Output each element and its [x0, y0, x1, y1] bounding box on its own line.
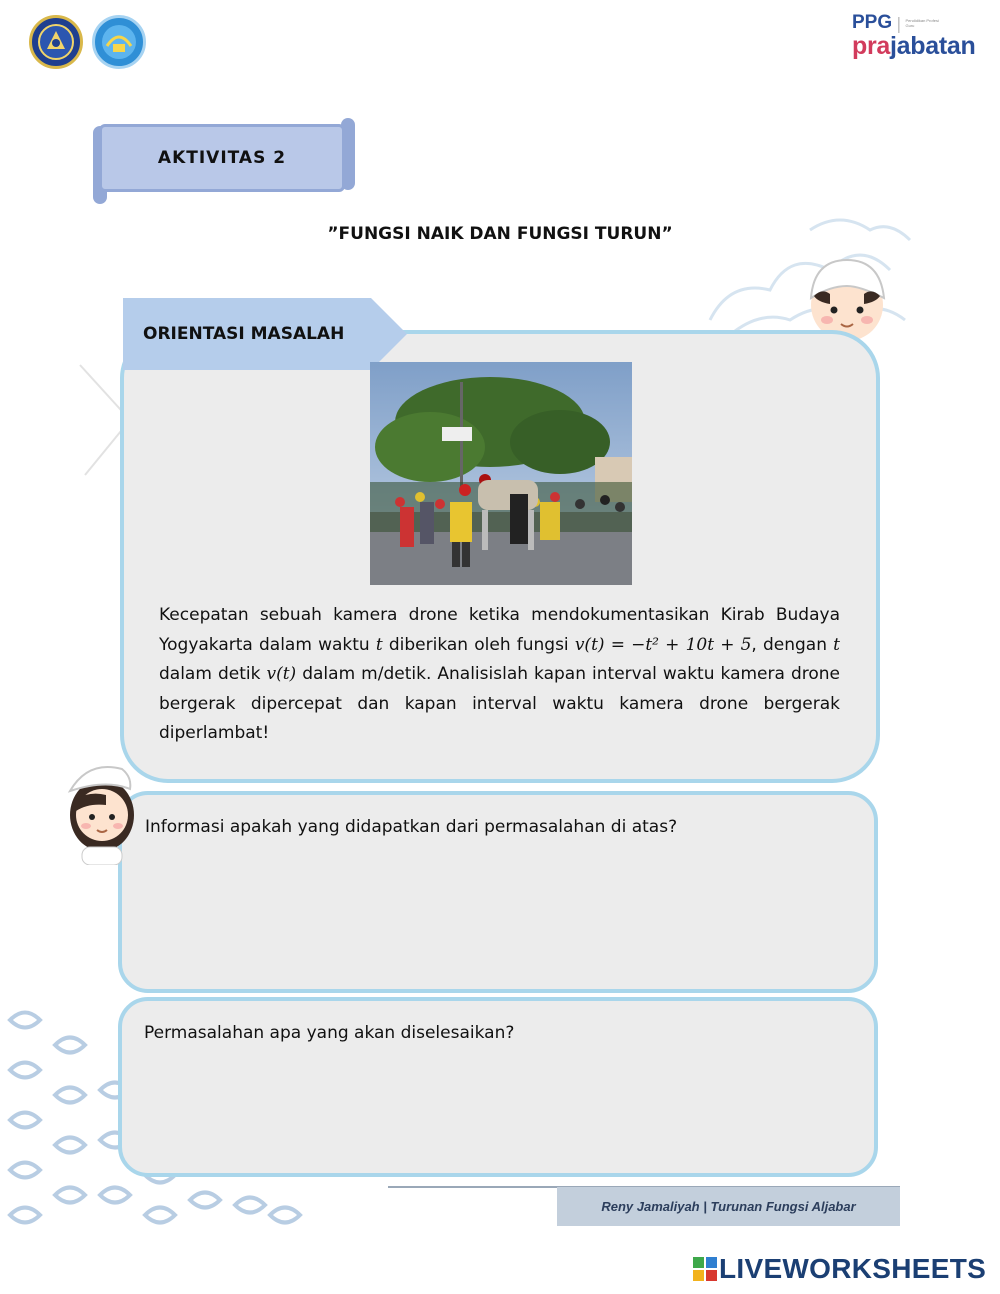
- question-1-text: Informasi apakah yang didapatkan dari permasalahan di atas?: [145, 817, 678, 837]
- question-2-answer-input[interactable]: [144, 1057, 856, 1161]
- problem-text-1: Kecepatan sebuah kamera drone ketika mendokumentasikan Kirab Budaya Yogyakarta dalam waktu: [159, 605, 840, 655]
- problem-text-4: dalam detik: [159, 664, 267, 684]
- question-2-text: Permasalahan apa yang akan diselesaikan?: [144, 1023, 515, 1043]
- ppg-prajabatan-logo: [852, 12, 982, 64]
- var-t: t: [375, 634, 383, 655]
- liveworksheets-brand: [693, 1253, 986, 1285]
- ppg-separator: |: [896, 13, 902, 33]
- tut-wuri-handayani-icon: [99, 22, 139, 62]
- kemdikbud-logo: [92, 15, 146, 69]
- activity-banner: [93, 118, 357, 204]
- velocity-function: v(t) = −t² + 10t + 5: [574, 634, 752, 655]
- liveworksheets-text: LIVEWORKSHEETS: [719, 1253, 987, 1284]
- university-emblem-icon: [36, 22, 76, 62]
- problem-text-5: dalam m/detik. Analisislah kapan interval waktu kamera drone bergerak dipercepat dan kapan interval waktu kamera drone bergerak diperlambat!: [159, 664, 841, 743]
- activity-label: AKTIVITAS 2: [99, 124, 345, 192]
- orientation-tab-label: ORIENTASI MASALAH: [123, 298, 371, 370]
- problem-statement: [159, 601, 840, 749]
- orientation-tab-arrow: [371, 298, 407, 370]
- problem-text-2: diberikan oleh fungsi: [382, 634, 575, 655]
- ppg-small-text: Pendidikan Profesi Guru: [905, 18, 939, 28]
- question-1-answer-input[interactable]: [144, 851, 856, 975]
- footer-bar: Reny Jamaliyah | Turunan Fungsi Aljabar: [557, 1187, 900, 1226]
- university-logo: [29, 15, 83, 69]
- question-panel-1: [118, 791, 878, 993]
- girl-character-icon: [60, 755, 140, 865]
- orientation-tab: [123, 298, 459, 370]
- activity-title: ”FUNGSI NAIK DAN FUNGSI TURUN”: [327, 224, 673, 244]
- question-panel-2: [118, 997, 878, 1177]
- festival-photo: [370, 362, 632, 585]
- problem-text-3: , dengan: [751, 634, 834, 655]
- var-vt: v(t): [266, 664, 297, 684]
- prajabatan-pre: pra: [852, 32, 891, 60]
- prajabatan-post: jabatan: [890, 32, 976, 60]
- ppg-text: PPG: [852, 12, 893, 33]
- var-t-2: t: [833, 634, 841, 655]
- liveworksheets-logo-icon: [693, 1257, 717, 1281]
- festival-photo-icon: [370, 362, 632, 585]
